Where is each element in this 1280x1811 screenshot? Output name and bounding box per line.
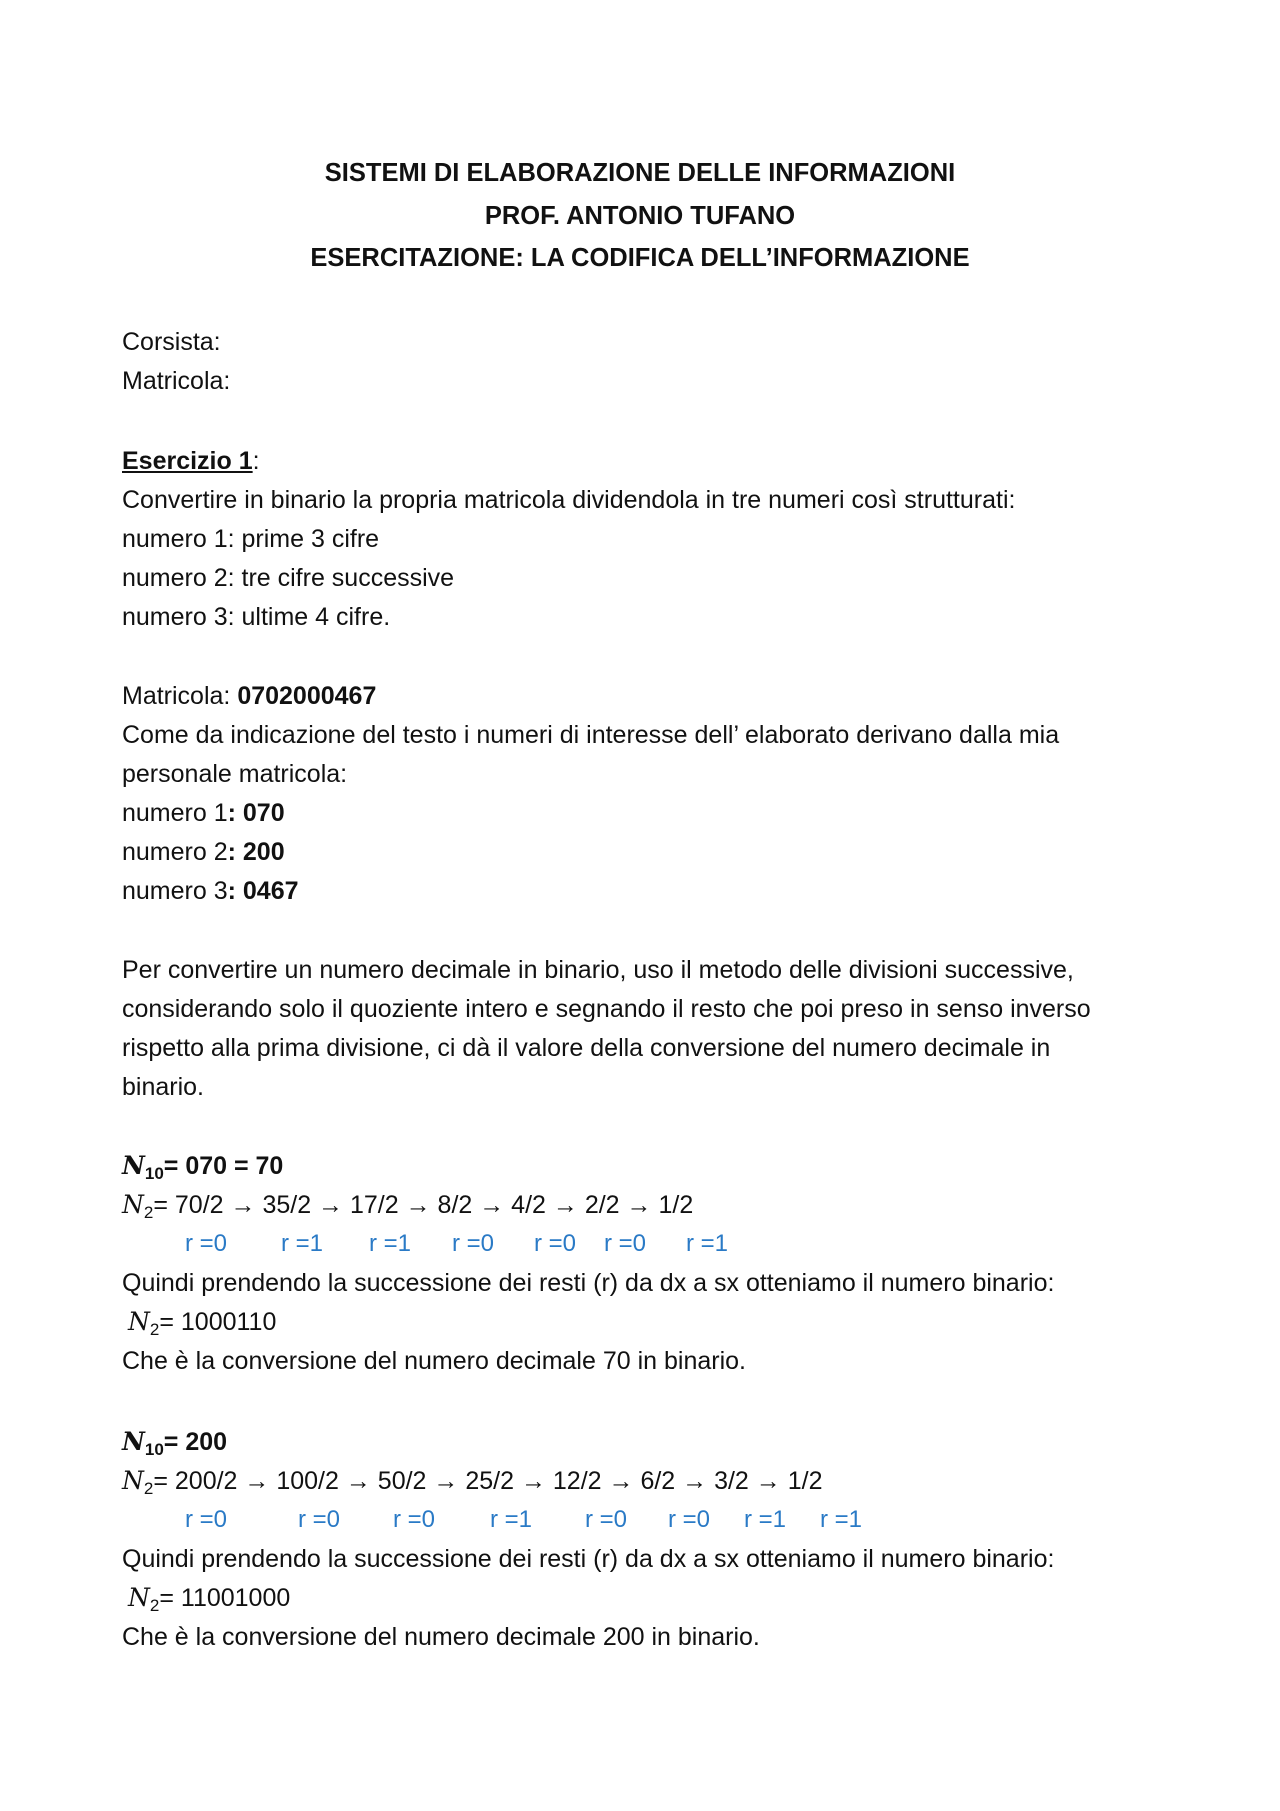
n10-line — [122, 1427, 227, 1457]
divisions-line — [122, 1466, 822, 1496]
remainder: r =1 — [490, 1506, 533, 1533]
remainder: r =1 — [281, 1230, 324, 1257]
exercise-heading-title: Esercizio 1 — [122, 447, 253, 475]
exercise-text-line: numero 1: prime 3 cifre — [122, 525, 380, 553]
binary-value: = 1000110 — [159, 1308, 277, 1336]
method-line: considerando solo il quoziente intero e segnando il resto che poi preso in senso inverso — [122, 995, 1091, 1023]
number-label: numero 1 — [122, 799, 228, 827]
number-line — [122, 798, 285, 828]
binary-result — [128, 1583, 290, 1613]
number-value: : 200 — [227, 838, 285, 866]
remainder: r =0 — [452, 1230, 495, 1257]
matricola-label: Matricola: — [122, 367, 231, 395]
n10-line — [122, 1151, 283, 1181]
n10-value: = 070 = 70 — [163, 1152, 284, 1180]
n10-value: = 200 — [163, 1428, 228, 1456]
divisions-sequence: = 200/2 → 100/2 → 50/2 → 25/2 → 12/2 → 6/2 → 3/2 → 1/2 — [153, 1467, 823, 1495]
remainder: r =0 — [668, 1506, 711, 1533]
conclusion-text: Che è la conversione del numero decimale 200 in binario. — [122, 1623, 760, 1651]
professor-name: PROF. ANTONIO TUFANO — [484, 202, 796, 230]
remainder: r =0 — [604, 1230, 647, 1257]
result-text: Quindi prendendo la successione dei resti (r) da dx a sx otteniamo il numero binario: — [122, 1269, 1055, 1297]
number-line — [122, 876, 299, 906]
matricola-line — [122, 681, 376, 711]
matricola-value: 0702000467 — [237, 682, 377, 710]
method-line: rispetto alla prima divisione, ci dà il valore della conversione del numero decimale in — [122, 1034, 1051, 1062]
n-subscript: 2 — [149, 1596, 160, 1615]
remainder: r =0 — [185, 1230, 228, 1257]
remainder: r =0 — [585, 1506, 628, 1533]
n-symbol: N — [122, 1427, 145, 1456]
remainder: r =1 — [820, 1506, 863, 1533]
course-title: SISTEMI DI ELABORAZIONE DELLE INFORMAZIONI — [324, 159, 956, 187]
binary-result — [128, 1307, 276, 1337]
method-line: Per convertire un numero decimale in binario, uso il metodo delle divisioni successive, — [122, 956, 1074, 984]
matricola-line-label: Matricola: — [122, 682, 238, 710]
n-subscript: 2 — [143, 1479, 154, 1498]
n-symbol: N — [122, 1190, 144, 1219]
intro-line: Come da indicazione del testo i numeri di interesse dell’ elaborato derivano dalla mia — [122, 721, 1060, 749]
conclusion-text: Che è la conversione del numero decimale 70 in binario. — [122, 1347, 746, 1375]
remainder: r =1 — [744, 1506, 787, 1533]
n-symbol: N — [122, 1151, 145, 1180]
method-line: binario. — [122, 1073, 204, 1101]
remainder: r =1 — [686, 1230, 729, 1257]
exercise-title: ESERCITAZIONE: LA CODIFICA DELL’INFORMAZIONE — [310, 244, 970, 272]
n-subscript: 10 — [144, 1164, 164, 1183]
remainder: r =0 — [534, 1230, 577, 1257]
n-symbol: N — [122, 1466, 144, 1495]
remainder: r =0 — [185, 1506, 228, 1533]
exercise-heading-colon: : — [252, 447, 260, 475]
remainder: r =1 — [369, 1230, 412, 1257]
number-value: : 0467 — [227, 877, 299, 905]
n-subscript: 10 — [144, 1440, 164, 1459]
divisions-line — [122, 1190, 693, 1220]
number-value: : 070 — [227, 799, 285, 827]
number-label: numero 2 — [122, 838, 228, 866]
binary-value: = 11001000 — [159, 1584, 291, 1612]
intro-line: personale matricola: — [122, 760, 348, 788]
divisions-sequence: = 70/2 → 35/2 → 17/2 → 8/2 → 4/2 → 2/2 → 1/2 — [153, 1191, 694, 1219]
exercise-text-line: numero 2: tre cifre successive — [122, 564, 455, 592]
exercise-heading — [122, 446, 260, 476]
n-subscript: 2 — [149, 1320, 160, 1339]
n-subscript: 2 — [143, 1203, 154, 1222]
exercise-text-line: numero 3: ultime 4 cifre. — [122, 603, 391, 631]
corsista-label: Corsista: — [122, 328, 221, 356]
remainder: r =0 — [298, 1506, 341, 1533]
remainder: r =0 — [393, 1506, 436, 1533]
n-symbol: N — [128, 1583, 150, 1612]
exercise-text-line: Convertire in binario la propria matricola dividendola in tre numeri così strutturati: — [122, 486, 1016, 514]
n-symbol: N — [128, 1307, 150, 1336]
number-line — [122, 837, 285, 867]
result-text: Quindi prendendo la successione dei resti (r) da dx a sx otteniamo il numero binario: — [122, 1545, 1055, 1573]
number-label: numero 3 — [122, 877, 228, 905]
